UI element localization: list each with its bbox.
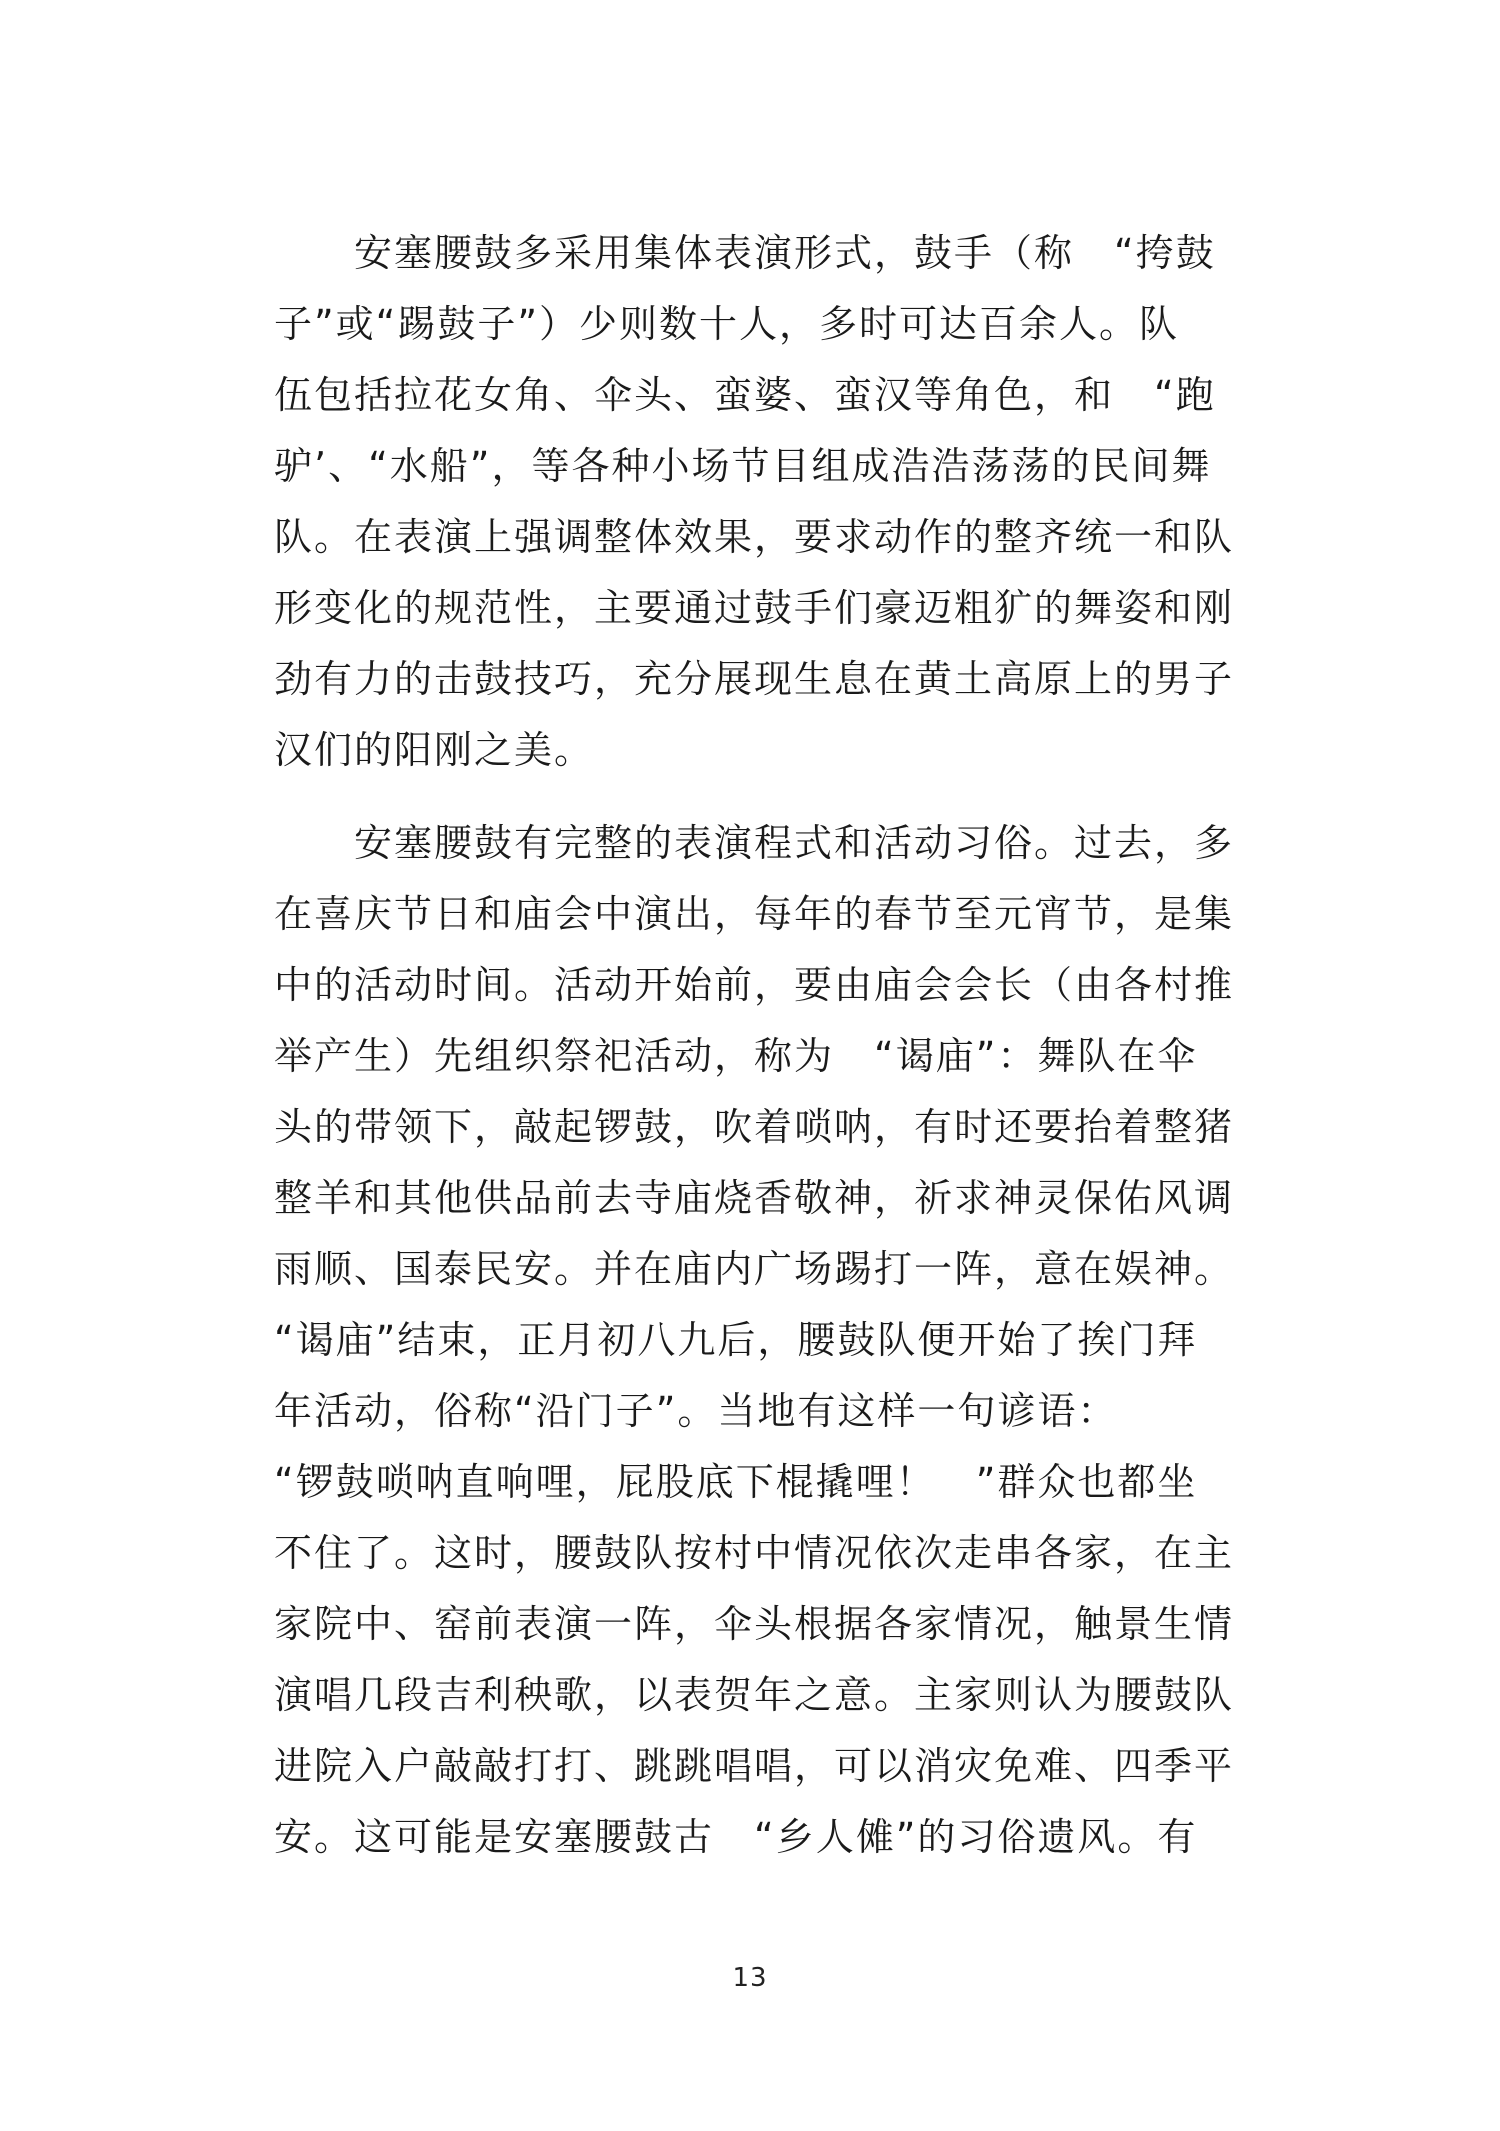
text-line: 汉们的阳刚之美。	[274, 728, 595, 772]
text-line: 劲有力的击鼓技巧，充分展现生息在黄土高原上的男子	[274, 657, 1235, 701]
text-line: 头的带领下，敲起锣鼓，吹着唢呐，有时还要抬着整猪	[274, 1105, 1235, 1149]
text-line: 中的活动时间。活动开始前，要由庙会会长（由各村推	[274, 963, 1235, 1007]
page-number: 13	[732, 1963, 768, 1993]
text-line: 雨顺、国泰民安。并在庙内广场踢打一阵，意在娱神。	[274, 1247, 1235, 1291]
text-line: 驴’、“水船”，等各种小场节目组成浩浩荡荡的民间舞	[274, 444, 1212, 488]
text-line: 举产生）先组织祭祀活动，称为 “谒庙”：舞队在伞	[274, 1034, 1198, 1078]
text-line: “谒庙”结束，正月初八九后，腰鼓队便开始了挨门拜	[274, 1318, 1198, 1362]
text-line: 伍包括拉花女角、伞头、蛮婆、蛮汉等角色，和 “跑	[274, 373, 1216, 417]
text-line: 演唱几段吉利秧歌，以表贺年之意。主家则认为腰鼓队	[274, 1673, 1235, 1717]
text-line: 安塞腰鼓有完整的表演程式和活动习俗。过去，多	[274, 821, 1235, 865]
text-line: 安塞腰鼓多采用集体表演形式，鼓手（称 “挎鼓	[274, 231, 1216, 275]
text-line: 年活动，俗称“沿门子”。当地有这样一句谚语：	[274, 1389, 1118, 1433]
text-line: 队。在表演上强调整体效果，要求动作的整齐统一和队	[274, 515, 1235, 559]
text-line: 形变化的规范性，主要通过鼓手们豪迈粗犷的舞姿和刚	[274, 586, 1235, 630]
text-line: 家院中、窑前表演一阵，伞头根据各家情况，触景生情	[274, 1602, 1235, 1646]
text-line: “锣鼓唢呐直响哩，屁股底下棍撬哩！ ”群众也都坐	[274, 1460, 1198, 1504]
text-line: 在喜庆节日和庙会中演出，每年的春节至元宵节，是集	[274, 892, 1235, 936]
text-line: 不住了。这时，腰鼓队按村中情况依次走串各家，在主	[274, 1531, 1235, 1575]
text-line: 进院入户敲敲打打、跳跳唱唱，可以消灾免难、四季平	[274, 1744, 1235, 1788]
text-line: 整羊和其他供品前去寺庙烧香敬神，祈求神灵保佑风调	[274, 1176, 1235, 1220]
text-line: 子”或“踢鼓子”）少则数十人，多时可达百余人。队	[274, 302, 1180, 346]
text-line: 安。这可能是安塞腰鼓古 “乡人傩”的习俗遗风。有	[274, 1815, 1198, 1859]
